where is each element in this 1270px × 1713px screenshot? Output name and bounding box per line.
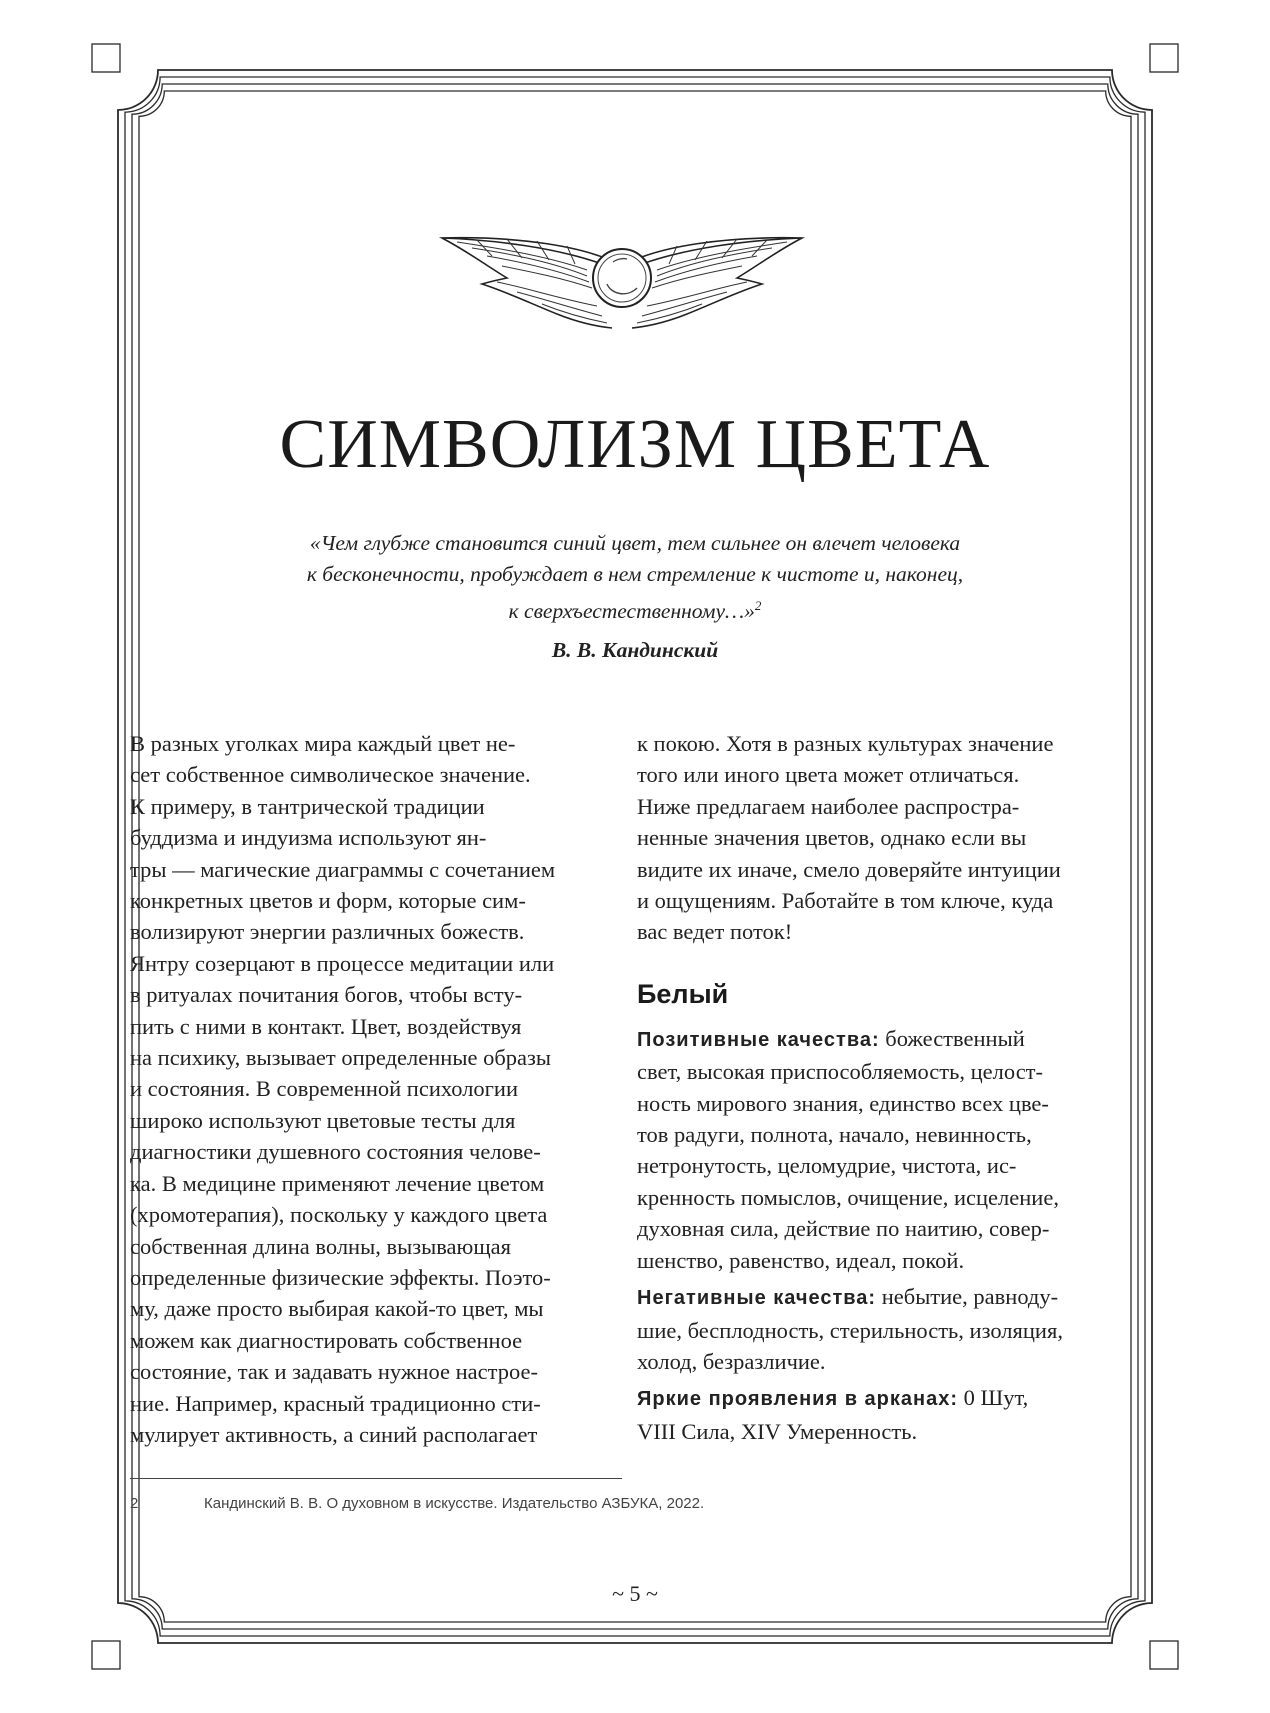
frame-corner-ornament [1150,44,1178,72]
body-line: холод, безразличие. [637,1348,826,1374]
footnote-number: 2 [130,1495,139,1512]
body-line: диагностики душевного состояния челове- [130,1139,541,1165]
body-line: того или иного цвета может отличаться. [637,762,1020,788]
body-line: видите их иначе, смело доверяйте интуиции [637,856,1061,882]
body-line: конкретных цветов и форм, которые сим- [130,888,526,914]
body-line: тры — магические диаграммы с сочетанием [130,856,556,882]
footnote-ref: 2 [754,598,762,613]
epigraph-line: к бесконечности, пробуждает в нем стремление к чистоте и, наконец, [306,562,964,586]
right-column [637,728,1117,1452]
arcana-manifestations [637,1382,1117,1447]
body-line: В разных уголках мира каждый цвет не- [130,731,516,756]
positive-label: Позитивные качества: [637,1028,880,1051]
footnote-text: Кандинский В. В. О духовном в искусстве. Издательство АЗБУКА, 2022. [204,1495,705,1512]
arcana-text: 0 Шут, [958,1385,1029,1411]
arcana-first-line [637,1382,1117,1415]
body-line: и ощущениям. Работайте в том ключе, куда [637,888,1054,914]
body-line: VIII Сила, XIV Умеренность. [637,1418,918,1444]
body-line: определенные физические эффекты. Поэто- [130,1264,551,1290]
body-line: к покою. Хотя в разных культурах значение [637,731,1054,756]
winged-sun-emblem-icon [437,226,807,330]
negative-text: небытие, равноду- [876,1284,1059,1310]
positive-text: божественный [879,1025,1025,1051]
frame-corner-ornament [1150,1641,1178,1669]
body-line: буддизма и индуизма используют ян- [130,825,487,851]
section-heading-white: Белый [637,978,729,1009]
body-line: му, даже просто выбирая какой-то цвет, мы [130,1296,544,1322]
negative-first-line [637,1281,1117,1314]
body-line: тов радуги, полнота, начало, невинность, [637,1122,1032,1148]
negative-label: Негативные качества: [637,1287,877,1310]
body-line: ность мирового знания, единство всех цве- [637,1090,1049,1116]
body-line: в ритуалах почитания богов, чтобы всту- [130,982,523,1008]
body-line: нетронутость, целомудрие, чистота, ис- [637,1153,1017,1179]
negative-qualities [637,1281,1117,1377]
body-line: свет, высокая приспособляемость, целост- [637,1059,1043,1085]
body-line: духовная сила, действие по наитию, совер- [637,1216,1050,1242]
body-line: Ниже предлагаем наиболее распростра- [637,793,1020,819]
epigraph-line: «Чем глубже становится синий цвет, тем сильнее он влечет человека [309,531,961,555]
body-line: мулирует активность, а синий располагает [130,1421,538,1447]
body-line: волизируют энергии различных божеств. [130,919,525,945]
positive-qualities [637,1023,1117,1276]
footnote-divider [130,1478,622,1479]
body-line: сет собственное символическое значение. [130,762,531,788]
body-line: ненные значения цветов, однако если вы [637,825,1027,851]
frame-corner-ornament [92,1641,120,1669]
body-line: собственная длина волны, вызывающая [130,1233,511,1259]
body-line: ние. Например, красный традиционно сти- [130,1390,541,1416]
frame-corner-ornament [92,44,120,72]
body-line: и состояния. В современной психологии [130,1076,518,1102]
body-line: на психику, вызывает определенные образы [130,1045,552,1071]
body-line: вас ведет поток! [637,919,793,945]
body-line: кренность помыслов, очищение, исцеление, [637,1184,1059,1210]
body-line: Янтру созерцают в процессе медитации или [130,950,555,976]
left-column [130,728,610,1450]
positive-first-line [637,1023,1117,1056]
epigraph-quote [215,528,1055,627]
epigraph-author: В. В. Кандинский [551,638,719,662]
epigraph-line-text: к сверхъестественному…» [508,599,755,624]
page-number: ~ 5 ~ [612,1581,658,1606]
page-title: СИМВОЛИЗМ ЦВЕТА [279,406,991,483]
body-line: состояние, так и задавать нужное настрое- [130,1359,538,1385]
body-line: ка. В медицине применяют лечение цветом [130,1170,545,1196]
body-line: можем как диагностировать собственное [130,1327,523,1353]
body-line: (хромотерапия), поскольку у каждого цвета [130,1202,548,1228]
arcana-label: Яркие проявления в арканах: [637,1388,959,1411]
body-line: шенство, равенство, идеал, покой. [637,1247,965,1273]
body-line: широко используют цветовые тесты для [130,1107,516,1133]
epigraph-line [215,590,1055,627]
body-line: К примеру, в тантрической традиции [130,793,485,819]
body-line: пить с ними в контакт. Цвет, воздействуя [130,1013,522,1039]
body-line: шие, бесплодность, стерильность, изоляция, [637,1317,1063,1343]
